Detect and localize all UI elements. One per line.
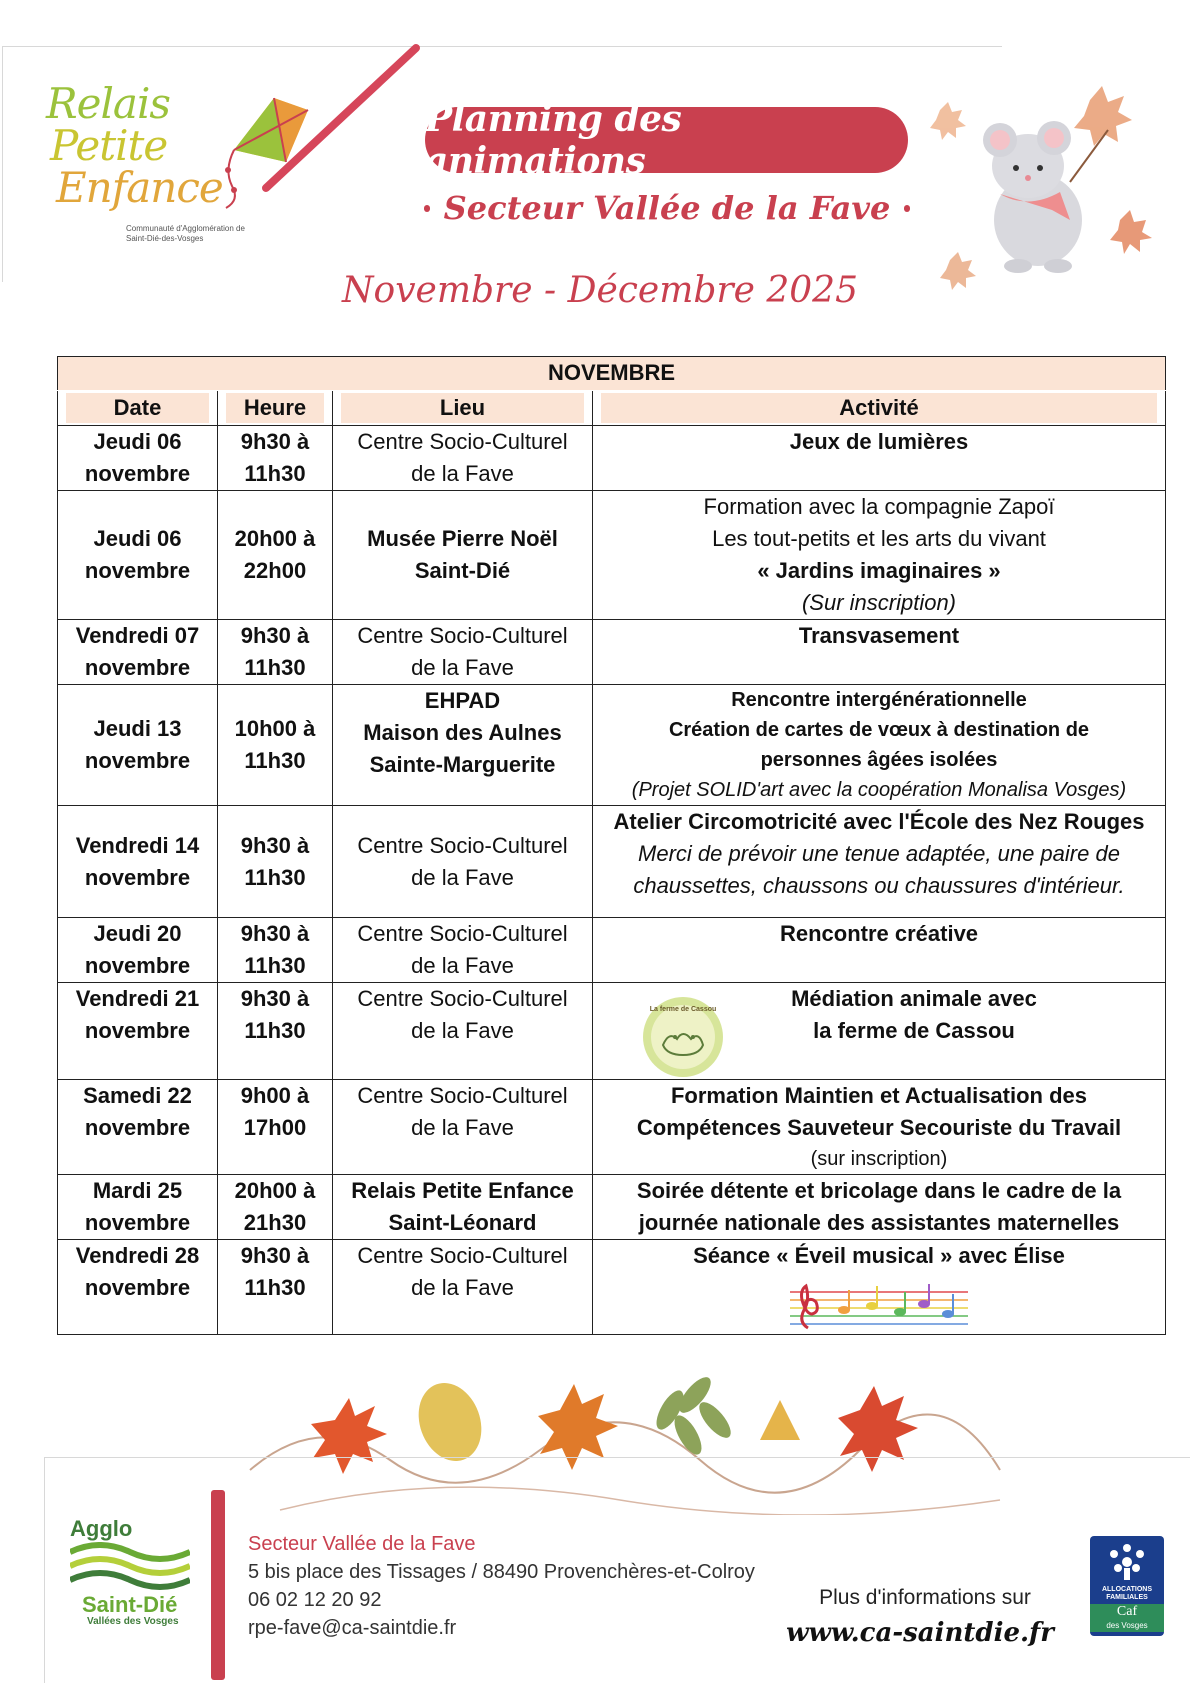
table-row — [58, 685, 1166, 806]
place-line: Relais Petite Enfance — [351, 1178, 574, 1203]
cell-date — [58, 426, 218, 491]
place-line: Maison des Aulnes — [363, 720, 562, 745]
date-line: Jeudi 13 — [93, 716, 182, 741]
contact-phone[interactable]: 06 02 12 20 92 — [248, 1589, 382, 1611]
activity-line: Compétences Sauveteur Secouriste du Travail — [636, 1115, 1122, 1140]
cell-activity — [593, 1175, 1166, 1240]
time-line: 9h30 à — [240, 623, 310, 648]
page-subtitle — [424, 183, 910, 233]
column-header — [333, 391, 593, 426]
time-line: 20h00 à — [234, 526, 316, 551]
date-line: novembre — [84, 1275, 191, 1300]
table-row — [58, 426, 1166, 491]
date-line: novembre — [84, 461, 191, 486]
time-line: 11h30 — [244, 748, 306, 773]
place-line: Sainte-Marguerite — [369, 752, 556, 777]
cell-activity — [593, 983, 1166, 1080]
date-line: Jeudi 06 — [93, 526, 182, 551]
date-line: Vendredi 28 — [75, 1243, 200, 1268]
cell-activity — [593, 685, 1166, 806]
cell-date — [58, 1240, 218, 1335]
month-title: NOVEMBRE — [58, 357, 1166, 391]
date-line: novembre — [84, 1210, 191, 1235]
date-line: novembre — [84, 864, 191, 890]
column-header-label: Date — [66, 393, 209, 423]
ferme-cassou-logo-label: La ferme de Cassou — [649, 1006, 717, 1013]
caf-logo-line: Caf — [1090, 1604, 1164, 1620]
cell-time — [218, 426, 333, 491]
cell-time — [218, 1240, 333, 1335]
contact-block — [248, 1530, 755, 1642]
rpe-logo — [46, 79, 256, 254]
activity-line: « Jardins imaginaires » — [757, 558, 1001, 583]
contact-sector: Secteur Vallée de la Fave — [248, 1533, 476, 1555]
cell-place — [333, 1175, 593, 1240]
cell-activity — [593, 491, 1166, 620]
website-link[interactable]: www.ca-saintdie.fr — [786, 1618, 1054, 1648]
cell-date — [58, 1080, 218, 1175]
activity-line: (Projet SOLID'art avec la coopération Monalisa Vosges) — [631, 779, 1127, 801]
time-line: 22h00 — [243, 558, 307, 583]
time-line: 20h00 à — [234, 1178, 316, 1203]
cell-time — [218, 1080, 333, 1175]
time-line: 9h30 à — [240, 832, 310, 858]
place-line: Centre Socio-Culturel — [357, 921, 568, 946]
time-line: 11h30 — [244, 1018, 306, 1043]
cell-time — [218, 806, 333, 918]
time-line: 11h30 — [244, 1275, 306, 1300]
planning-table — [57, 356, 1166, 1335]
activity-line: Médiation animale avec — [791, 986, 1037, 1011]
cell-time — [218, 918, 333, 983]
activity-line: Soirée détente et bricolage dans le cadre de la — [636, 1178, 1122, 1203]
agglo-logo — [62, 1516, 202, 1636]
activity-line: Formation Maintien et Actualisation des — [670, 1083, 1087, 1108]
agglo-waves-icon — [70, 1542, 190, 1592]
more-info-label: Plus d'informations sur — [819, 1586, 1031, 1609]
date-line: novembre — [84, 558, 191, 583]
table-row — [58, 620, 1166, 685]
table-row — [58, 918, 1166, 983]
cell-date — [58, 491, 218, 620]
caf-logo-line: des Vosges — [1090, 1620, 1164, 1632]
place-line: Centre Socio-Culturel — [357, 1243, 568, 1268]
subtitle-text: Secteur Vallée de la Fave — [443, 189, 891, 227]
column-header — [218, 391, 333, 426]
rpe-logo-line: Relais — [46, 79, 170, 128]
cell-time — [218, 983, 333, 1080]
caf-logo — [1090, 1536, 1164, 1636]
contact-address: 5 bis place des Tissages / 88490 Provenchères-et-Colroy — [248, 1561, 755, 1583]
cell-activity — [593, 426, 1166, 491]
time-line: 11h30 — [244, 864, 306, 890]
table-row — [58, 1080, 1166, 1175]
activity-line: la ferme de Cassou — [813, 1018, 1015, 1043]
activity-line: Séance « Éveil musical » avec Élise — [693, 1243, 1065, 1268]
table-row — [58, 491, 1166, 620]
date-line: Jeudi 20 — [93, 921, 182, 946]
column-header-label: Heure — [226, 393, 324, 423]
place-line: de la Fave — [411, 1275, 514, 1300]
cell-place — [333, 620, 593, 685]
cell-place — [333, 983, 593, 1080]
place-line: de la Fave — [411, 1115, 514, 1140]
activity-line: chaussettes, chaussons ou chaussures d'intérieur. — [633, 873, 1125, 898]
activity-line: journée nationale des assistantes maternelles — [638, 1210, 1120, 1235]
place-line: Centre Socio-Culturel — [357, 832, 568, 858]
place-line: Centre Socio-Culturel — [357, 623, 568, 648]
cell-date — [58, 983, 218, 1080]
date-line: novembre — [84, 655, 191, 680]
date-line: novembre — [84, 1018, 191, 1043]
activity-line: personnes âgées isolées — [760, 749, 998, 771]
activity-line: Merci de prévoir une tenue adaptée, une paire de — [638, 841, 1120, 866]
rpe-logo-line: Petite — [50, 121, 168, 170]
cell-place — [333, 918, 593, 983]
time-line: 9h30 à — [240, 1243, 310, 1268]
cell-time — [218, 685, 333, 806]
cell-date — [58, 620, 218, 685]
column-header-row — [58, 391, 1166, 426]
date-line: novembre — [84, 1115, 191, 1140]
place-line: Saint-Léonard — [388, 1210, 537, 1235]
activity-line: Les tout-petits et les arts du vivant — [712, 526, 1046, 551]
column-header — [593, 391, 1166, 426]
cell-date — [58, 685, 218, 806]
column-header — [58, 391, 218, 426]
page-title: Planning des animations — [425, 107, 908, 173]
time-line: 11h30 — [244, 461, 306, 486]
ferme-cassou-logo — [641, 995, 725, 1079]
table-row — [58, 983, 1166, 1080]
place-line: Centre Socio-Culturel — [357, 1083, 568, 1108]
caf-logo-line: ALLOCATIONS FAMILIALES — [1101, 1586, 1153, 1601]
cell-time — [218, 491, 333, 620]
cell-time — [218, 1175, 333, 1240]
time-line: 11h30 — [244, 953, 306, 978]
date-line: Mardi 25 — [92, 1178, 183, 1203]
column-header-label: Activité — [601, 393, 1157, 423]
time-line: 10h00 à — [234, 716, 316, 741]
activity-line: Formation avec la compagnie Zapoï — [703, 494, 1055, 519]
place-line: Centre Socio-Culturel — [357, 986, 568, 1011]
place-line: de la Fave — [411, 864, 514, 890]
cell-place — [333, 1080, 593, 1175]
agglo-logo-name: Saint-Dié — [82, 1592, 178, 1617]
date-line: novembre — [84, 748, 191, 773]
time-line: 11h30 — [244, 655, 306, 680]
activity-line: Rencontre créative — [779, 921, 979, 946]
month-header-row — [58, 357, 1166, 391]
subtitle-bar — [904, 205, 910, 212]
cell-activity — [593, 1240, 1166, 1335]
time-line: 17h00 — [243, 1115, 307, 1140]
cell-activity — [593, 620, 1166, 685]
agglo-logo-subtitle: Vallées des Vosges — [87, 1616, 179, 1627]
date-line: novembre — [84, 953, 191, 978]
cell-activity — [593, 918, 1166, 983]
date-line: Jeudi 06 — [93, 429, 182, 454]
table-row — [58, 806, 1166, 918]
place-line: de la Fave — [411, 1018, 514, 1043]
place-line: de la Fave — [411, 461, 514, 486]
place-line: EHPAD — [424, 688, 501, 713]
place-line: de la Fave — [411, 953, 514, 978]
date-line: Samedi 22 — [83, 1083, 192, 1108]
place-line: Musée Pierre Noël — [367, 526, 558, 551]
time-line: 9h00 à — [240, 1083, 310, 1108]
activity-line: Création de cartes de vœux à destination de — [668, 719, 1090, 741]
column-header-label: Lieu — [341, 393, 584, 423]
activity-line: Rencontre intergénérationnelle — [731, 689, 1027, 711]
time-line: 21h30 — [243, 1210, 307, 1235]
date-line: Vendredi 21 — [75, 986, 200, 1011]
time-line: 9h30 à — [240, 429, 310, 454]
activity-line: Transvasement — [798, 623, 960, 648]
footer-accent-bar — [211, 1490, 225, 1680]
time-line: 9h30 à — [240, 921, 310, 946]
period-heading: Novembre - Décembre 2025 — [342, 270, 858, 311]
cell-time — [218, 620, 333, 685]
cell-activity — [593, 806, 1166, 918]
caf-family-icon — [1104, 1542, 1150, 1582]
cell-place — [333, 1240, 593, 1335]
decorative-stroke — [246, 40, 426, 200]
place-line: Centre Socio-Culturel — [357, 429, 568, 454]
date-line: Vendredi 07 — [75, 623, 200, 648]
activity-line: (Sur inscription) — [801, 590, 957, 615]
rpe-logo-line: Enfance — [56, 163, 223, 212]
time-line: 9h30 à — [240, 986, 310, 1011]
contact-email[interactable]: rpe-fave@ca-saintdie.fr — [248, 1617, 457, 1639]
activity-line: Atelier Circomotricité avec l'École des Nez Rouges — [613, 809, 1145, 834]
cell-date — [58, 1175, 218, 1240]
music-notes-icon — [786, 1278, 972, 1332]
subtitle-bar — [424, 205, 430, 212]
date-line: Vendredi 14 — [75, 832, 200, 858]
cell-place — [333, 685, 593, 806]
cell-date — [58, 918, 218, 983]
place-line: de la Fave — [411, 655, 514, 680]
cell-date — [58, 806, 218, 918]
rpe-logo-subtitle: Communauté d'Agglomération de Saint-Dié-des-Vosges — [126, 224, 245, 243]
cell-activity — [593, 1080, 1166, 1175]
cell-place — [333, 491, 593, 620]
place-line: Saint-Dié — [414, 558, 511, 583]
table-row — [58, 1240, 1166, 1335]
cell-place — [333, 806, 593, 918]
table-row — [58, 1175, 1166, 1240]
autumn-mouse-illustration — [920, 70, 1160, 310]
cell-place — [333, 426, 593, 491]
activity-line: (sur inscription) — [810, 1148, 948, 1170]
agglo-logo-title: Agglo — [70, 1516, 133, 1541]
activity-line: Jeux de lumières — [789, 429, 969, 454]
